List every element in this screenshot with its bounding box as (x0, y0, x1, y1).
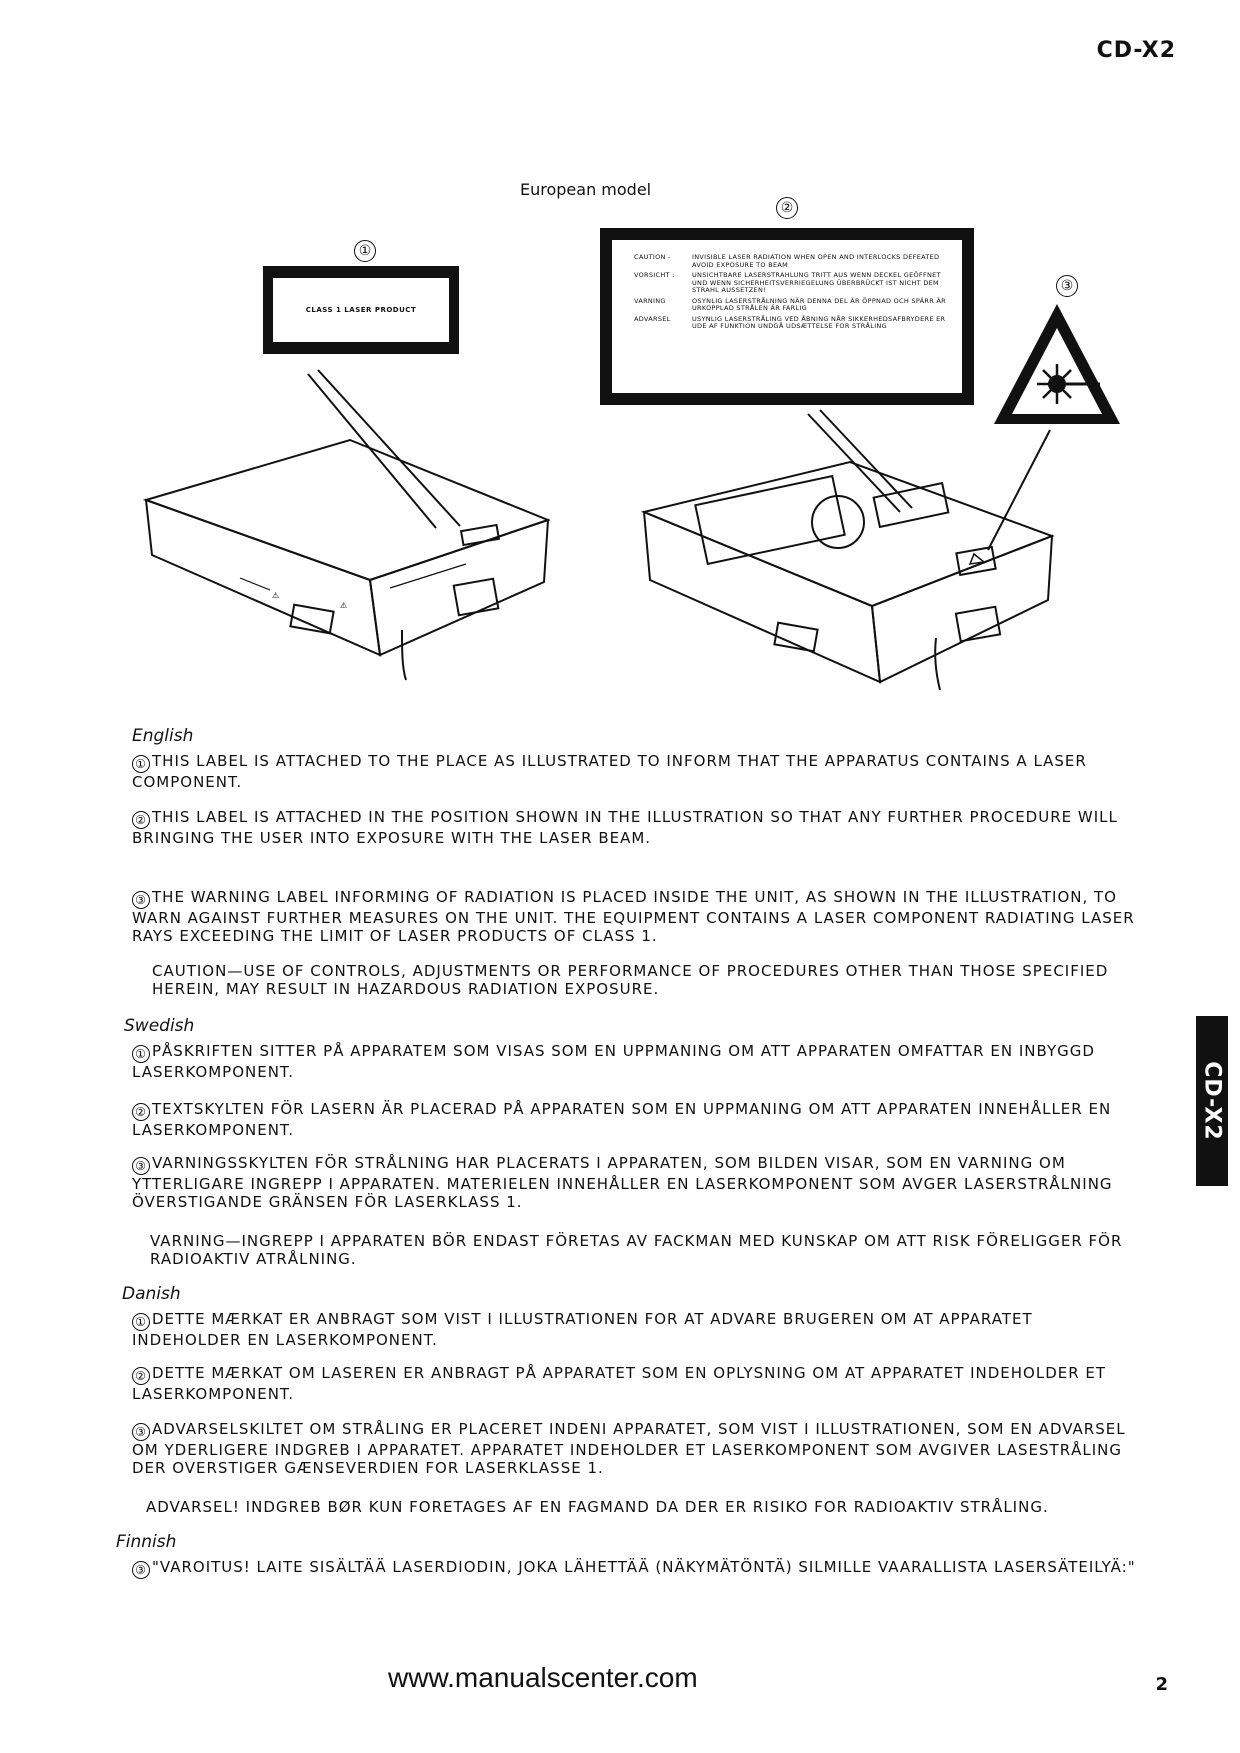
page-number: 2 (1155, 1674, 1168, 1695)
english-paragraph-2 (132, 808, 1142, 847)
english-caution: CAUTION—USE OF CONTROLS, ADJUSTMENTS OR PERFORMANCE OF PROCEDURES OTHER THAN THOSE SPECIFIED HEREIN, MAY RESULT IN HAZARDOUS RADIATION EXPOSURE. (152, 962, 1109, 998)
device-open-illustration (640, 400, 1070, 700)
paragraph-text: THIS LABEL IS ATTACHED TO THE PLACE AS ILLUSTRATED TO INFORM THAT THE APPARATUS CONTAINS A LASER COMPONENT. (132, 752, 1087, 791)
english-paragraph-1 (132, 752, 1142, 791)
leader-line (318, 370, 460, 526)
warning-row (634, 254, 952, 269)
marker-1: ① (354, 240, 376, 262)
paragraph-text: DETTE MÆRKAT OM LASEREN ER ANBRAGT PÅ APPARATET SOM EN OPLYSNING OM AT APPARATET INDEHOLDER ET LASERKOMPONENT. (132, 1364, 1107, 1403)
english-heading: English (132, 726, 194, 746)
svg-text:⚠: ⚠ (340, 601, 348, 610)
side-tab (1196, 1016, 1228, 1186)
warning-text: INVISIBLE LASER RADIATION WHEN OPEN AND INTERLOCKS DEFEATED AVOID EXPOSURE TO BEAM (692, 253, 940, 269)
finnish-paragraph-1 (132, 1558, 1142, 1579)
paragraph-text: PÅSKRIFTEN SITTER PÅ APPARATEM SOM VISAS SOM EN UPPMANING OM ATT APPARATEN OMFATTAR EN INBYGGD LASERKOMPONENT. (132, 1042, 1095, 1081)
marker-1: ① (132, 755, 150, 773)
paragraph-text: THE WARNING LABEL INFORMING OF RADIATION IS PLACED INSIDE THE UNIT, AS SHOWN IN THE ILLUSTRATION, TO WARN AGAINST FURTHER MEASURES ON THE UNIT. THE EQUIPMENT CONTAINS A LASER COMPONENT RADIATING LASER RAYS EXCEEDING THE LIMIT OF LASER PRODUCTS OF CLASS 1. (132, 888, 1135, 945)
marker-1: ① (132, 1045, 150, 1063)
marker-1: ① (132, 1313, 150, 1331)
marker-3: ③ (132, 891, 150, 909)
warning-key: VARNING (634, 296, 666, 305)
swedish-paragraph-1 (132, 1042, 1142, 1081)
danish-paragraph-2 (132, 1364, 1142, 1403)
danish-paragraph-1 (132, 1310, 1142, 1349)
footer-url: www.manualscenter.com (388, 1662, 698, 1693)
marker-3: ③ (132, 1423, 150, 1441)
finnish-heading: Finnish (116, 1532, 177, 1552)
marker-3: ③ (132, 1157, 150, 1175)
paragraph-text: DETTE MÆRKAT ER ANBRAGT SOM VIST I ILLUSTRATIONEN FOR AT ADVARE BRUGEREN OM AT APPARATET INDEHOLDER EN LASERKOMPONENT. (132, 1310, 1033, 1349)
figure-title: European model (520, 180, 652, 199)
warning-row (634, 272, 952, 295)
danish-heading: Danish (122, 1284, 181, 1304)
swedish-caution: VARNING—INGREPP I APPARATEN BÖR ENDAST FÖRETAS AV FACKMAN MED KUNSKAP OM ATT RISK FÖRELIGGER FÖR RADIOAKTIV ATRÅLNING. (150, 1232, 1123, 1268)
marker-3: ③ (1056, 275, 1078, 297)
swedish-paragraph-2 (132, 1100, 1142, 1139)
marker-2: ② (776, 197, 798, 219)
warning-row (634, 298, 952, 313)
warning-label (600, 228, 974, 405)
device-closed-illustration (140, 350, 560, 690)
danish-paragraph-3 (132, 1420, 1142, 1477)
warning-text: OSYNLIG LASERSTRÅLNING NÄR DENNA DEL ÄR ÖPPNAD OCH SPÄRR ÄR URKOPPLAD STRÅLEN ÄR FARLIG (692, 296, 946, 312)
paragraph-text: TEXTSKYLTEN FÖR LASERN ÄR PLACERAD PÅ APPARATEN SOM EN UPPMANING OM ATT APPARATEN INNEHÅLLER EN LASERKOMPONENT. (132, 1100, 1112, 1139)
warning-key: CAUTION - (634, 253, 671, 261)
warning-row (634, 316, 952, 331)
class1-label (263, 266, 459, 354)
warning-text: USYNLIG LASERSTRÅLING VED ÅBNING NÅR SIKKERHEDSAFBRYDERE ER UDE AF FUNKTION UNDGÅ UDSÆTTELSE FOR STRÅLING (692, 314, 946, 330)
paragraph-text: THIS LABEL IS ATTACHED IN THE POSITION SHOWN IN THE ILLUSTRATION SO THAT ANY FURTHER PROCEDURE WILL BRINGING THE USER INTO EXPOSURE WITH THE LASER BEAM. (132, 808, 1118, 847)
marker-2: ② (132, 811, 150, 829)
model-code: CD-X2 (1096, 38, 1176, 63)
warning-text: UNSICHTBARE LASERSTRAHLUNG TRITT AUS WENN DECKEL GEÖFFNET UND WENN SICHERHEITSVERRIEGELUNG ÜBERBRÜCKT IST NICHT DEM STRAHL AUSSETZEN! (692, 271, 941, 294)
marker-2: ② (132, 1103, 150, 1121)
marker-2: ② (132, 1367, 150, 1385)
marker-3: ③ (132, 1561, 150, 1579)
swedish-heading: Swedish (124, 1016, 195, 1036)
side-tab-label: CD-X2 (1199, 1061, 1225, 1141)
swedish-paragraph-3 (132, 1154, 1142, 1211)
warning-key: VORSICHT : (634, 271, 675, 279)
warning-key: ADVARSEL (634, 314, 671, 323)
english-paragraph-3 (132, 888, 1142, 945)
paragraph-text: "VAROITUS! LAITE SISÄLTÄÄ LASERDIODIN, JOKA LÄHETTÄÄ (NÄKYMÄTÖNTÄ) SILMILLE VAARALLISTA LASERSÄTEILYÄ:" (152, 1558, 1136, 1576)
paragraph-text: VARNINGSSKYLTEN FÖR STRÅLNING HAR PLACERATS I APPARATEN, SOM BILDEN VISAR, SOM EN VARNING OM YTTERLIGARE INGREPP I APPARATEN. MATERIELEN INNEHÅLLER EN LASERKOMPONENT SOM AVGER LASERSTRÅLNING ÖVERSTIGANDE GRÄNSEN FÖR LASERKLASS 1. (132, 1154, 1113, 1211)
danish-caution: ADVARSEL! INDGREB BØR KUN FORETAGES AF EN FAGMAND DA DER ER RISIKO FOR RADIOAKTIV STRÅLING. (146, 1498, 1049, 1516)
class1-label-text: CLASS 1 LASER PRODUCT (273, 278, 449, 342)
svg-text:⚠: ⚠ (272, 591, 280, 600)
paragraph-text: ADVARSELSKILTET OM STRÅLING ER PLACERET INDENI APPARATET, SOM VIST I ILLUSTRATIONEN, SOM EN ADVARSEL OM YDERLIGERE INDGREB I APPARATET. APPARATET INDEHOLDER ET LASERKOMPONENT SOM AVGIVER LASESTRÅLING DER OVERSTIGER GÆNSEVERDIEN FOR LASERKLASSE 1. (132, 1420, 1126, 1477)
